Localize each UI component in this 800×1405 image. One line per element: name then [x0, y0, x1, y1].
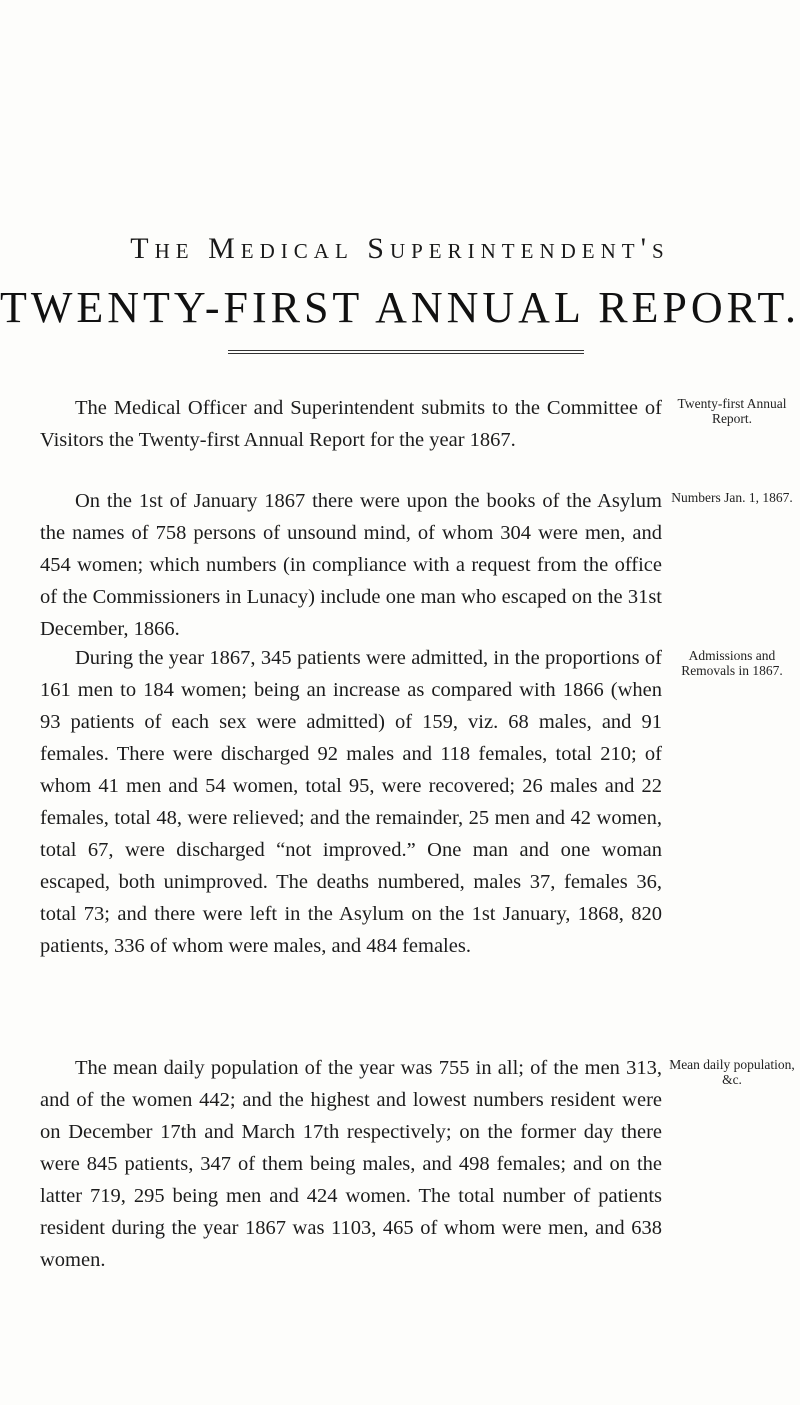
- margin-note-report: Twenty-first Annual Report.: [677, 396, 787, 426]
- paragraph-population: [40, 1052, 662, 1276]
- paragraph-text: On the 1st of January 1867 there were upon the books of the Asylum the names of 758 persons of unsound mind, of whom 304 were men, and 454 women; which numbers (in compliance with a request from the office of the Commissioners in Lunacy) include one man who escaped on the 31st December, 1866.: [40, 490, 662, 640]
- paragraph-numbers: [40, 485, 662, 645]
- paragraph-intro: [40, 392, 662, 456]
- margin-note-numbers: Numbers Jan. 1, 1867.: [671, 490, 793, 505]
- report-subtitle: The Medical Superintendent's: [130, 232, 670, 265]
- margin-note-admissions: Admissions and Removals in 1867.: [681, 648, 783, 678]
- paragraph-text: The Medical Officer and Superintendent submits to the Committee of Visitors the Twenty-first Annual Report for the year 1867.: [40, 397, 662, 451]
- report-title: TWENTY-FIRST ANNUAL REPORT.: [0, 283, 800, 332]
- title-rule: [228, 350, 584, 354]
- paragraph-text: During the year 1867, 345 patients were admitted, in the proportions of 161 men to 184 women; being an increase as compared with 1866 (when 93 patients of each sex were admitted) of 159, viz. 68 males, and 91 females. There were discharged 92 males and 118 females, total 210; of whom 41 men and 54 women, total 95, were recovered; 26 males and 22 females, total 48, were relieved; and the remainder, 25 men and 42 women, total 67, were discharged “not improved.” One man and one woman escaped, both unimproved. The deaths numbered, males 37, females 36, total 73; and there were left in the Asylum on the 1st January, 1868, 820 patients, 336 of whom were males, and 484 females.: [40, 647, 662, 957]
- paragraph-admissions: [40, 642, 662, 962]
- paragraph-text: The mean daily population of the year was 755 in all; of the men 313, and of the women 442; and the highest and lowest numbers resident were on December 17th and March 17th respectively; on the former day there were 845 patients, 347 of them being males, and 498 females; and on the latter 719, 295 being men and 424 women. The total number of patients resident during the year 1867 was 1103, 465 of whom were men, and 638 women.: [40, 1057, 662, 1271]
- margin-note-population: Mean daily population, &c.: [669, 1057, 795, 1087]
